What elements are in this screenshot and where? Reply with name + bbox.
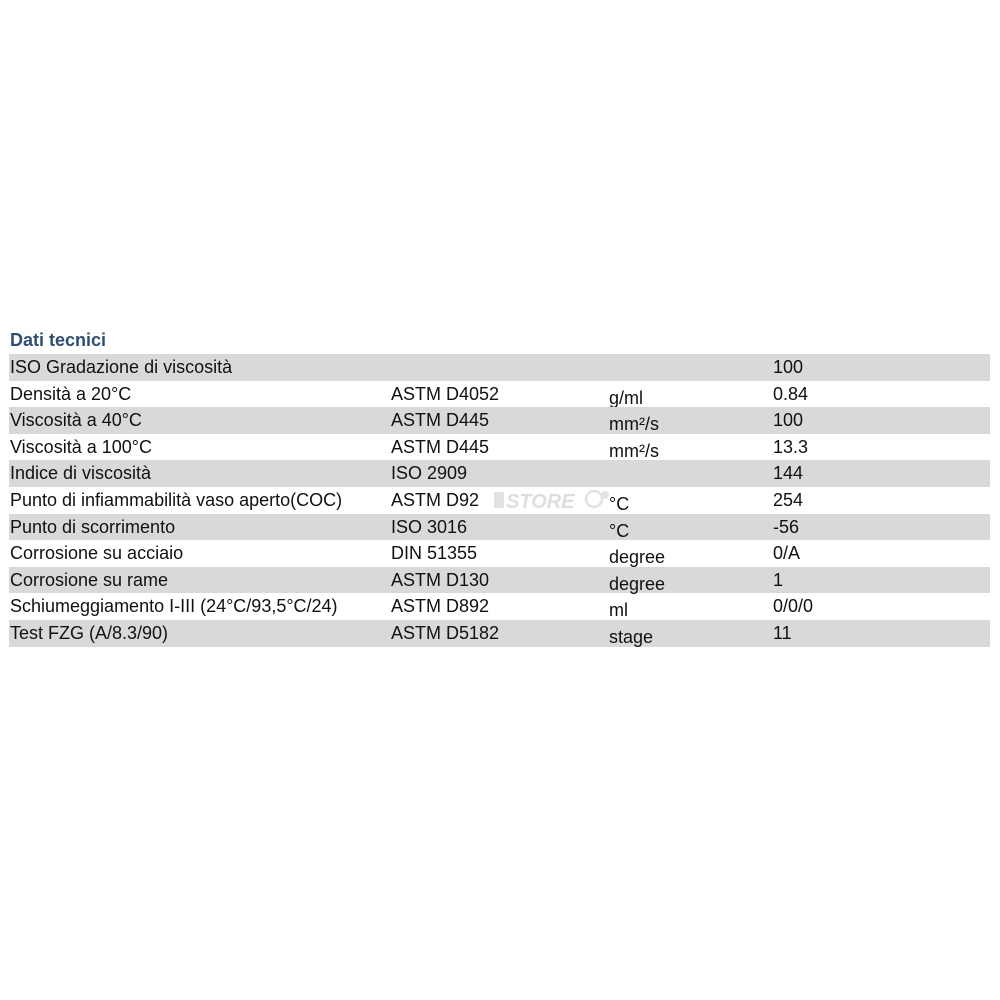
value-cell: 254 <box>773 489 804 510</box>
property-cell: Indice di viscosità <box>10 463 152 484</box>
table-row <box>9 434 990 461</box>
method-cell: ASTM D92 <box>391 489 480 510</box>
store-watermark-logo <box>494 486 614 516</box>
value-cell: 0/0/0 <box>773 596 814 617</box>
table-row <box>9 381 990 408</box>
method-cell: ISO 2909 <box>391 463 468 484</box>
unit-cell: stage <box>609 626 654 647</box>
method-cell: ASTM D5182 <box>391 622 500 643</box>
property-cell: Test FZG (A/8.3/90) <box>10 622 169 643</box>
section-title: Dati tecnici <box>10 330 107 350</box>
method-cell: ASTM D892 <box>391 596 490 617</box>
value-cell: 100 <box>773 410 804 431</box>
value-cell: 1 <box>773 569 784 590</box>
method-cell: ASTM D445 <box>391 410 490 431</box>
property-cell: Punto di infiammabilità vaso aperto(COC) <box>10 489 343 510</box>
table-row <box>9 460 990 487</box>
table-row <box>9 540 990 567</box>
method-cell: ASTM D130 <box>391 569 490 590</box>
unit-cell: degree <box>609 547 666 568</box>
value-cell: 100 <box>773 357 804 377</box>
table-row <box>9 354 990 381</box>
property-cell: Viscosità a 40°C <box>10 410 142 431</box>
watermark-text: STORE <box>506 491 575 513</box>
table-row <box>9 593 990 620</box>
method-cell: ISO 3016 <box>391 516 468 537</box>
property-cell: Densità a 20°C <box>10 383 132 404</box>
value-cell: 11 <box>773 622 792 643</box>
watermark-swirl-shape <box>586 491 602 507</box>
property-cell: Corrosione su acciaio <box>10 543 184 564</box>
method-cell: DIN 51355 <box>391 543 478 564</box>
value-cell: 13.3 <box>773 436 809 457</box>
value-cell: 0.84 <box>773 383 809 404</box>
unit-cell: °C <box>609 520 630 541</box>
unit-cell: mm²/s <box>609 440 659 461</box>
table-row <box>9 514 990 541</box>
property-cell: ISO Gradazione di viscosità <box>10 357 233 377</box>
unit-cell: °C <box>609 493 630 514</box>
property-cell: Punto di scorrimento <box>10 516 176 537</box>
unit-cell: g/ml <box>609 387 644 408</box>
value-cell: -56 <box>773 516 800 537</box>
watermark-block-shape <box>494 492 504 508</box>
table-row <box>9 407 990 434</box>
table-row <box>9 567 990 594</box>
table-row <box>9 620 990 647</box>
value-cell: 0/A <box>773 543 801 564</box>
unit-cell: mm²/s <box>609 414 659 435</box>
property-cell: Viscosità a 100°C <box>10 436 152 457</box>
property-cell: Schiumeggiamento I-III (24°C/93,5°C/24) <box>10 596 338 617</box>
method-cell: ASTM D445 <box>391 436 490 457</box>
value-cell: 144 <box>773 463 804 484</box>
method-cell: ASTM D4052 <box>391 383 500 404</box>
property-cell: Corrosione su rame <box>10 569 169 590</box>
unit-cell: degree <box>609 573 666 594</box>
unit-cell: ml <box>609 600 628 621</box>
watermark-dot-shape <box>601 491 609 499</box>
